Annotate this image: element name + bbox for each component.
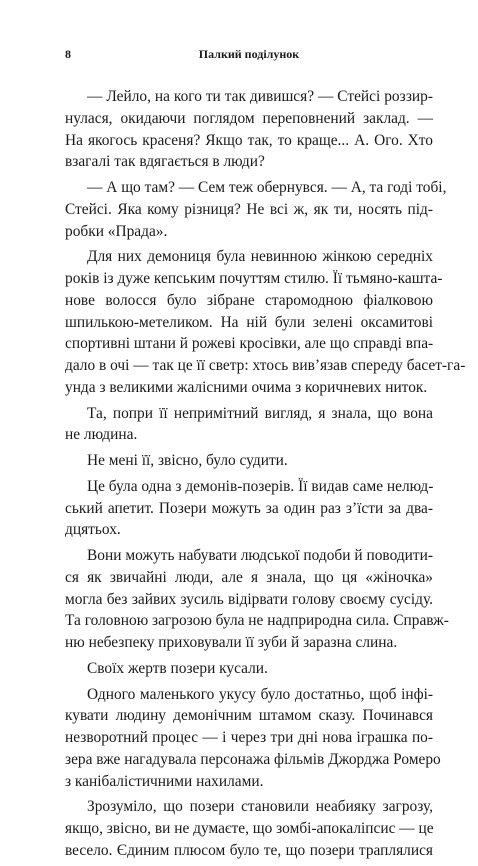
paragraph <box>65 403 433 447</box>
paragraph <box>65 796 433 861</box>
text-line: Зрозуміло, що позери становили неабияку загрозу, <box>87 798 433 816</box>
text-line: зера вже нагадувала персонажа фільмів Джорджа Ромеро <box>65 750 441 768</box>
paragraph <box>65 476 433 541</box>
text-line: Вони можуть набувати людської подоби й поводити- <box>87 547 433 564</box>
text-line: нулася, окидаючи поглядом переповнений заклад. — <box>65 109 433 127</box>
text-line: шпилькою-метеликом. На ній були зелені оксамитові <box>65 313 433 331</box>
paragraph <box>65 86 433 173</box>
paragraph <box>65 545 449 654</box>
text-line: На якогось красеня? Якщо так, то краще... А. Ого. Хто <box>65 131 433 149</box>
text-line: спортивні штани й рожеві кросівки, але що справді впа- <box>65 335 434 353</box>
text-line: дало в очі — так це її светр: хтось вив’язав спереду басет-га- <box>65 357 466 374</box>
text-line: весело. Єдиним плюсом було те, що позери траплялися <box>65 841 433 859</box>
text-line: Одного маленького укусу було достатньо, щоб інфі- <box>87 685 433 703</box>
paragraph <box>65 658 433 680</box>
text-line: могла без зайвих зусиль відірвати голову своєму сусіду. <box>65 590 433 608</box>
text-line: Стейсі. Яка кому різниця? Не всі ж, як ти, носять під- <box>65 200 433 218</box>
text-line: ся як звичайні люди, але я знала, що ця «жіночка» <box>65 568 433 586</box>
text-line: якщо, звісно, ви не думаєте, що зомбі-апокаліпсис — це <box>65 820 434 837</box>
text-line: Та, попри її непримітний вигляд, я знала, що вона <box>87 404 433 422</box>
text-line: не людина. <box>65 426 138 444</box>
paragraph <box>65 177 447 242</box>
text-line: дцятьох. <box>65 521 121 539</box>
text-line: — Лейло, на кого ти так дивишся? — Стейсі роззир- <box>87 88 433 105</box>
text-line: — А що там? — Сем теж обернувся. — А, та годі тобі, <box>87 179 447 196</box>
text-line: Та головною загрозою була не надприродна сила. Справж- <box>65 612 449 630</box>
text-line: років із дуже кепським почуттям стилю. Її тьмяно-кашта- <box>65 270 443 287</box>
text-line: незворотний процес — і через три дні нова іграшка по- <box>65 729 433 746</box>
paragraph <box>65 684 441 793</box>
text-line: робки «Прада». <box>65 222 168 240</box>
body-text <box>65 86 466 866</box>
text-line: ню небезпеку приховували її зуби й заразна слина. <box>65 634 398 651</box>
text-line: взагалі так вдягається в люди? <box>65 153 265 171</box>
running-head <box>65 46 433 62</box>
text-line: Не мені її, звісно, було судити. <box>87 452 288 469</box>
text-line: Своїх жертв позери кусали. <box>87 659 268 677</box>
text-line: Це була одна з демонів-позерів. Її видав саме нелюд- <box>87 477 434 495</box>
text-line: Для них демониця була невинною жінкою середніх <box>87 248 433 266</box>
paragraph <box>65 246 466 398</box>
text-line: нове волосся було зібране старомодною фіалковою <box>65 291 433 309</box>
text-line: унда з великими жалісними очима з коричневих ниток. <box>65 378 428 396</box>
text-line: ський апетит. Позери можуть за один раз з’їсти за два- <box>65 499 433 517</box>
text-line: кувати людину демонічним штамом сказу. Починався <box>65 707 433 725</box>
text-line: з канібалістичними нахилами. <box>65 772 264 790</box>
paragraph <box>65 450 433 472</box>
page-number: 8 <box>65 47 71 61</box>
book-title: Палкий поділунок <box>198 47 300 61</box>
